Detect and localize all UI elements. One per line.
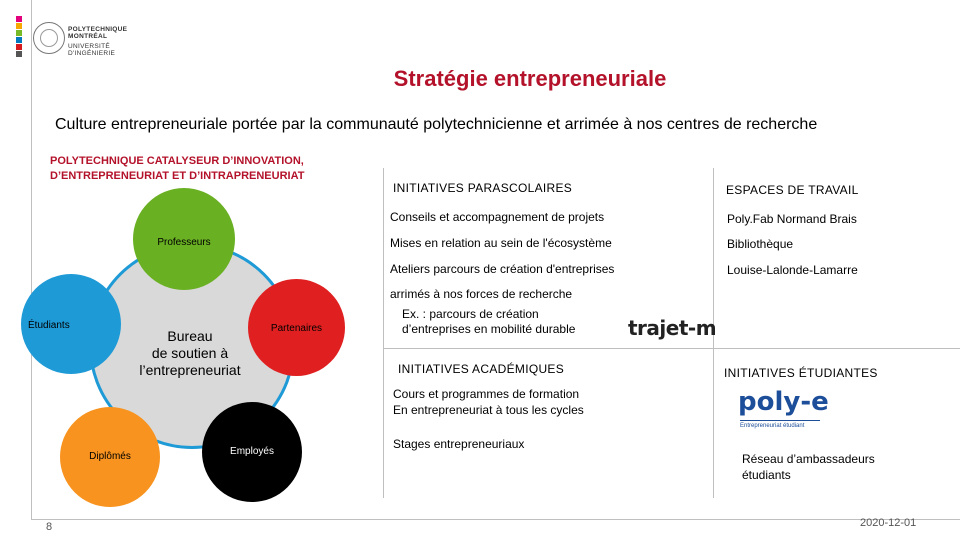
poly-e-logo: poly-e: [738, 387, 829, 417]
parascolaires-heading: INITIATIVES PARASCOLAIRES: [393, 181, 573, 195]
etudiantes-item-line-2: étudiants: [742, 468, 791, 482]
parascolaires-item: Ateliers parcours de création d'entreprises: [390, 262, 615, 276]
hub-label: [110, 328, 270, 379]
footer-date: 2020-12-01: [860, 517, 917, 529]
poly-e-logo-underline: [740, 420, 820, 421]
hub-label-line-3: l’entrepreneuriat: [139, 362, 241, 378]
parascolaires-example-line-2: d’entreprises en mobilité durable: [402, 322, 576, 336]
node-etudiants-label: Étudiants: [28, 320, 70, 331]
logo-line-2: MONTRÉAL: [68, 33, 108, 40]
page-subtitle: Culture entrepreneuriale portée par la communauté polytechnicienne et arrimée à nos centres de recherche: [55, 116, 818, 133]
node-partenaires-label: Partenaires: [270, 323, 323, 334]
hub-label-line-2: de soutien à: [151, 345, 229, 361]
espaces-item: Louise-Lalonde-Lamarre: [727, 263, 858, 277]
ecosystem-diagram: [0, 0, 380, 520]
left-heading-line-2: D’ENTREPRENEURIAT ET D’INTRAPRENEURIAT: [50, 170, 305, 182]
page-number: 8: [46, 521, 53, 533]
etudiantes-heading: INITIATIVES ÉTUDIANTES: [724, 366, 878, 380]
node-employes-label: Employés: [230, 446, 274, 457]
academiques-heading: INITIATIVES ACADÉMIQUES: [398, 362, 565, 376]
espaces-heading: ESPACES DE TRAVAIL: [726, 183, 859, 197]
logo-line-4: D'INGÉNIERIE: [68, 50, 116, 57]
parascolaires-item: Mises en relation au sein de l'écosystème: [390, 236, 612, 250]
logo-line-3: UNIVERSITÉ: [68, 43, 111, 50]
parascolaires-item: arrimés à nos forces de recherche: [390, 287, 573, 301]
parascolaires-example-line-1: Ex. : parcours de création: [402, 307, 539, 321]
espaces-item: Bibliothèque: [727, 237, 794, 251]
trajet-m-logo: trajet-m: [628, 316, 717, 340]
node-diplomes-label: Diplômés: [89, 451, 131, 462]
etudiantes-item-line-1: Réseau d’ambassadeurs: [742, 452, 875, 466]
poly-e-logo-caption: Entrepreneuriat étudiant: [740, 423, 805, 429]
academiques-item: Stages entrepreneuriaux: [393, 437, 525, 451]
left-heading-line-1: POLYTECHNIQUE CATALYSEUR D’INNOVATION,: [50, 155, 304, 167]
logo-line-1: POLYTECHNIQUE: [68, 26, 128, 33]
column-separator-left: [383, 168, 384, 498]
page-title: Stratégie entrepreneuriale: [393, 66, 667, 91]
academiques-item-line-1: Cours et programmes de formation: [393, 387, 580, 401]
academiques-item-line-2: En entrepreneuriat à tous les cycles: [393, 403, 584, 417]
node-professeurs-label: Professeurs: [157, 237, 211, 248]
row-separator: [383, 348, 960, 349]
hub-label-line-1: Bureau: [167, 328, 213, 344]
parascolaires-item: Conseils et accompagnement de projets: [390, 210, 605, 224]
espaces-item: Poly.Fab Normand Brais: [727, 212, 857, 226]
